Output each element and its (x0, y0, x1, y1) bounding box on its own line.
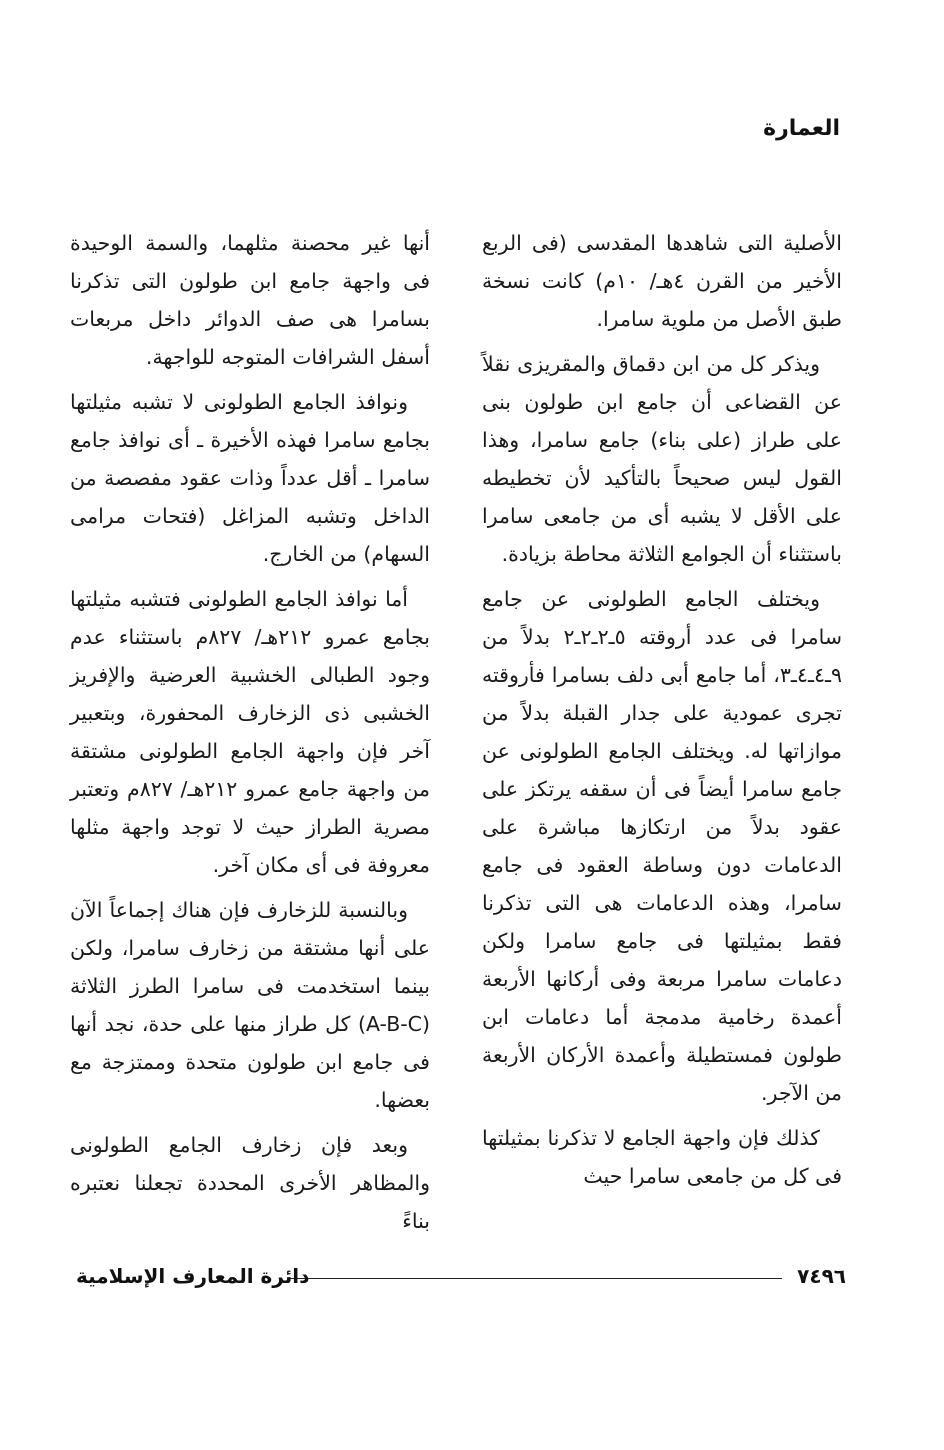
paragraph: أما نوافذ الجامع الطولونى فتشبه مثيلتها بجامع عمرو ٢١٢هـ/ ٨٢٧م باستثناء عدم وجود الطبالى الخشبية العرضية والإفريز الخشبى ذى الزخارف المحفورة، وبتعبير آخر فإن واجهة الجامع الطولونى مشتقة من واجهة جامع عمرو ٢١٢هـ/ ٨٢٧م وتعتبر مصرية الطراز حيث لا توجد واجهة مثلها معروفة فى أى مكان آخر. (70, 587, 431, 877)
text-column-right (482, 224, 842, 1202)
page-footer (76, 1264, 846, 1294)
paragraph: الأصلية التى شاهدها المقدسى (فى الربع الأخير من القرن ٤هـ/ ١٠م) كانت نسخة طبق الأصل من ملوية سامرا. (482, 231, 843, 331)
journal-title: دائرة المعارف الإسلامية (76, 1264, 310, 1288)
paragraph: كذلك فإن واجهة الجامع لا تذكرنا بمثيلتها فى كل من جامعى سامرا حيث (482, 1126, 842, 1188)
paragraph: أنها غير محصنة مثلهما، والسمة الوحيدة فى واجهة جامع ابن طولون التى تذكرنا بسامرا هى صف الدوائر داخل مربعات أسفل الشرافات المتوجه للواجهة. (70, 231, 430, 369)
page-number: ٧٤٩٦ (797, 1264, 846, 1288)
text-column-left (70, 224, 430, 1247)
running-head: العمارة (763, 116, 840, 141)
paragraph: ويختلف الجامع الطولونى عن جامع سامرا فى عدد أروقته ٥ـ٢ـ٢ـ٢ بدلاً من ٩ـ٤ـ٤ـ٣، أما جامع أبى دلف بسامرا فأروقته تجرى عمودية على جدار القبلة بدلاً من موازاتها له. ويختلف الجامع الطولونى عن جامع سامرا أيضاً فى أن سقفه يرتكز على عقود بدلاً من ارتكازها مباشرة على الدعامات دون وساطة العقود فى جامع سامرا، وهذه الدعامات هى التى تذكرنا فقط بمثيلتها فى جامع سامرا ولكن دعامات سامرا مربعة وفى أركانها الأربعة أعمدة رخامية مدمجة أما دعامات ابن طولون فمستطيلة وأعمدة الأركان الأربعة من الآجر. (482, 587, 842, 1105)
paragraph: وبالنسبة للزخارف فإن هناك إجماعاً الآن على أنها مشتقة من زخارف سامرا، ولكن بينما استخدمت فى سامرا الطرز الثلاثة (A-B-C) كل طراز منها على حدة، نجد أنها فى جامع ابن طولون متحدة وممتزجة مع بعضها. (70, 898, 430, 1112)
paragraph: ويذكر كل من ابن دقماق والمقريزى نقلاً عن القضاعى أن جامع ابن طولون بنى على طراز (على بناء) جامع سامرا، وهذا القول ليس صحيحاً بالتأكيد لأن تخطيطه على الأقل لا يشبه أى من جامعى سامرا باستثناء أن الجوامع الثلاثة محاطة بزيادة. (482, 352, 842, 566)
paragraph: ونوافذ الجامع الطولونى لا تشبه مثيلتها بجامع سامرا فهذه الأخيرة ـ أى نوافذ جامع سامرا ـ أقل عدداً وذات عقود مفصصة من الداخل وتشبه المزاغل (فتحات مرامى السهام) من الخارج. (70, 390, 430, 566)
paragraph: وبعد فإن زخارف الجامع الطولونى والمظاهر الأخرى المحددة تجعلنا نعتبره بناءً (70, 1133, 430, 1233)
footer-rule (288, 1278, 782, 1279)
